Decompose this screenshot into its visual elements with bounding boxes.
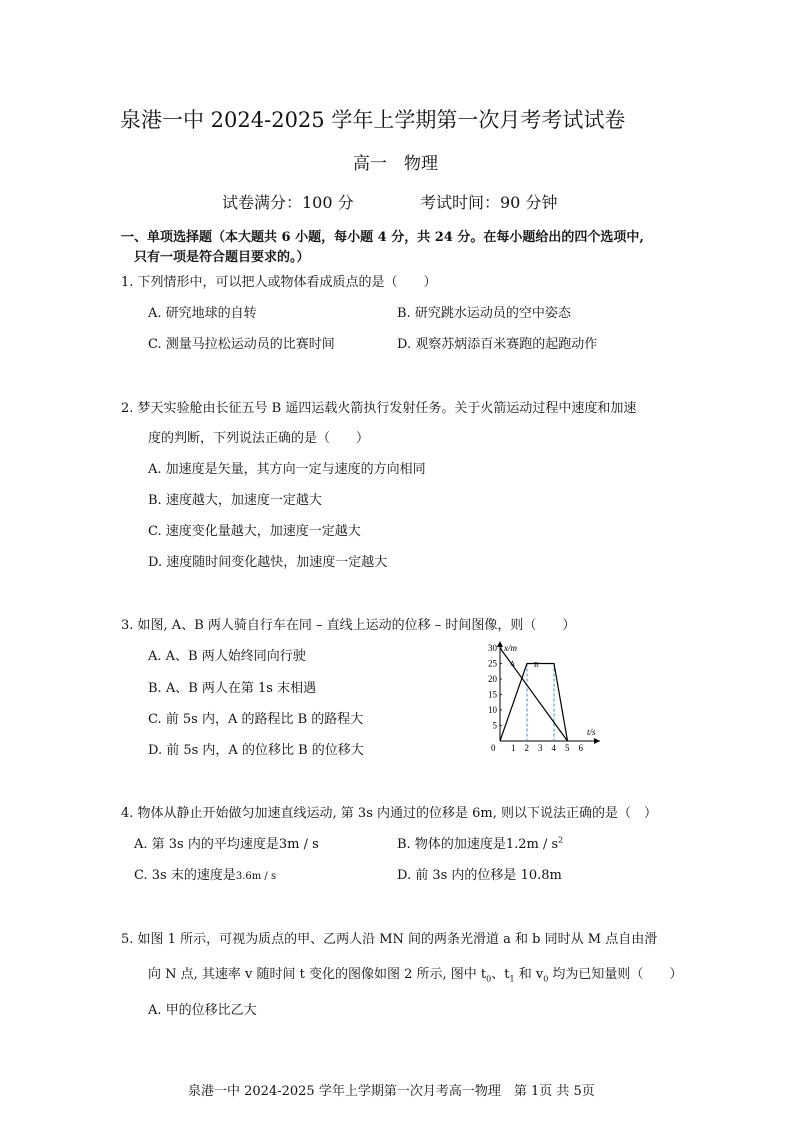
q5-text-a: 向 N 点, 其速率 v 随时间 t 变化的图像如图 2 所示, 图中 t xyxy=(148,967,487,982)
question-4-option-b-text: B. 物体的加速度是1.2m / s xyxy=(397,837,559,852)
q5-sub-0: 0 xyxy=(486,974,492,984)
question-3-option-d: D. 前 5s 内，A 的位移比 B 的位移大 xyxy=(148,743,364,758)
q5-sub-1: 1 xyxy=(509,974,515,984)
series-a-label: A xyxy=(510,660,516,668)
x-tick-label: 5 xyxy=(565,743,570,753)
exam-subtitle: 高一 物理 xyxy=(353,154,438,174)
question-1-option-b: B. 研究跳水运动员的空中姿态 xyxy=(397,306,571,321)
q5-text-b: 、t xyxy=(491,967,510,982)
exam-time: 考试时间：90 分钟 xyxy=(420,193,558,212)
page-footer: 泉港一中 2024-2025 学年上学期第一次月考高一物理 第 1页 共 5页 xyxy=(188,1084,595,1099)
question-4-option-b-exponent: 2 xyxy=(558,835,564,845)
question-4-option-d: D. 前 3s 内的位移是 10.8m xyxy=(397,868,562,883)
question-3-option-a: A. A、B 两人始终同向行驶 xyxy=(148,649,306,664)
question-2-option-a: A. 加速度是矢量，其方向一定与速度的方向相同 xyxy=(148,462,426,477)
series-b-label: B xyxy=(534,661,539,669)
xt-graph xyxy=(474,636,610,762)
y-tick-label: 20 xyxy=(488,674,497,684)
question-2-option-b: B. 速度越大，加速度一定越大 xyxy=(148,493,322,508)
question-4-option-c xyxy=(134,864,276,883)
x-tick-label: 2 xyxy=(524,743,529,753)
question-1-option-a: A. 研究地球的自转 xyxy=(148,306,257,321)
question-3-stem: 3. 如图, A、B 两人骑自行车在同 – 直线上运动的位移 – 时间图像，则（ ） xyxy=(121,618,576,633)
question-4-option-b xyxy=(397,833,563,852)
y-tick-label: 5 xyxy=(492,720,497,731)
question-5-option-a: A. 甲的位移比乙大 xyxy=(148,1003,257,1018)
exam-title: 泉港一中 2024-2025 学年上学期第一次月考考试试卷 xyxy=(120,108,626,132)
question-5-stem: 5. 如图 1 所示，可视为质点的甲、乙两人沿 MN 间的两条光滑道 a 和 b 同时从 M 点自由滑 xyxy=(121,932,658,947)
xt-graph-plot xyxy=(488,641,600,753)
q5-text-d: 均为已知量则（ ） xyxy=(548,967,683,982)
y-axis-arrow xyxy=(497,641,503,647)
question-5-stem-cont xyxy=(148,963,682,984)
x-tick-label: 1 xyxy=(511,743,516,753)
q5-sub-2: 0 xyxy=(543,974,549,984)
question-4-option-c-text: C. 3s 末的速度是 xyxy=(134,868,236,883)
question-2-stem-cont: 度的判断，下列说法正确的是（ ） xyxy=(148,431,370,446)
question-1-option-c: C. 测量马拉松运动员的比赛时间 xyxy=(148,337,335,352)
series-b-line xyxy=(500,664,568,742)
question-3-option-c: C. 前 5s 内，A 的路程比 B 的路程大 xyxy=(148,712,364,727)
y-tick-label: 25 xyxy=(488,658,497,669)
full-score: 试卷满分：100 分 xyxy=(222,193,354,212)
x-tick-label: 3 xyxy=(538,743,543,753)
question-4-option-c-value: 3.6m / s xyxy=(235,871,277,882)
question-2-option-c: C. 速度变化量越大，加速度一定越大 xyxy=(148,524,361,539)
question-4-stem: 4. 物体从静止开始做匀加速直线运动, 第 3s 内通过的位移是 6m, 则以下说法正确的是（ ） xyxy=(121,806,658,821)
question-2-option-d: D. 速度随时间变化越快，加速度一定越大 xyxy=(148,555,388,570)
question-3-option-b: B. A、B 两人在第 1s 末相遇 xyxy=(148,681,317,696)
question-1-stem: 1. 下列情形中，可以把人或物体看成质点的是（ ） xyxy=(121,275,437,290)
x-tick-label: 6 xyxy=(578,743,583,753)
question-1-option-d: D. 观察苏炳添百米赛跑的起跑动作 xyxy=(397,337,598,352)
x-tick-label: 0 xyxy=(491,743,496,753)
q5-text-c: 和 v xyxy=(514,967,544,982)
y-tick-label: 10 xyxy=(488,705,497,715)
section-heading-cont: 只有一项是符合题目要求的。） xyxy=(134,250,310,265)
y-axis-label: x/m xyxy=(504,643,517,653)
x-tick-label: 4 xyxy=(551,743,556,753)
y-tick-label: 30 xyxy=(488,643,497,653)
question-2-stem: 2. 梦天实验舱由长征五号 B 遥四运载火箭执行发射任务。关于火箭运动过程中速度和加速 xyxy=(121,401,637,416)
x-axis-arrow xyxy=(594,738,600,744)
x-axis-label: t/s xyxy=(587,727,596,737)
question-4-option-a: A. 第 3s 内的平均速度是3m / s xyxy=(134,837,319,852)
y-tick-label: 15 xyxy=(488,689,497,700)
section-heading: 一、单项选择题（本大题共 6 小题，每小题 4 分，共 24 分。在每小题给出的四个选项中, xyxy=(121,230,644,245)
